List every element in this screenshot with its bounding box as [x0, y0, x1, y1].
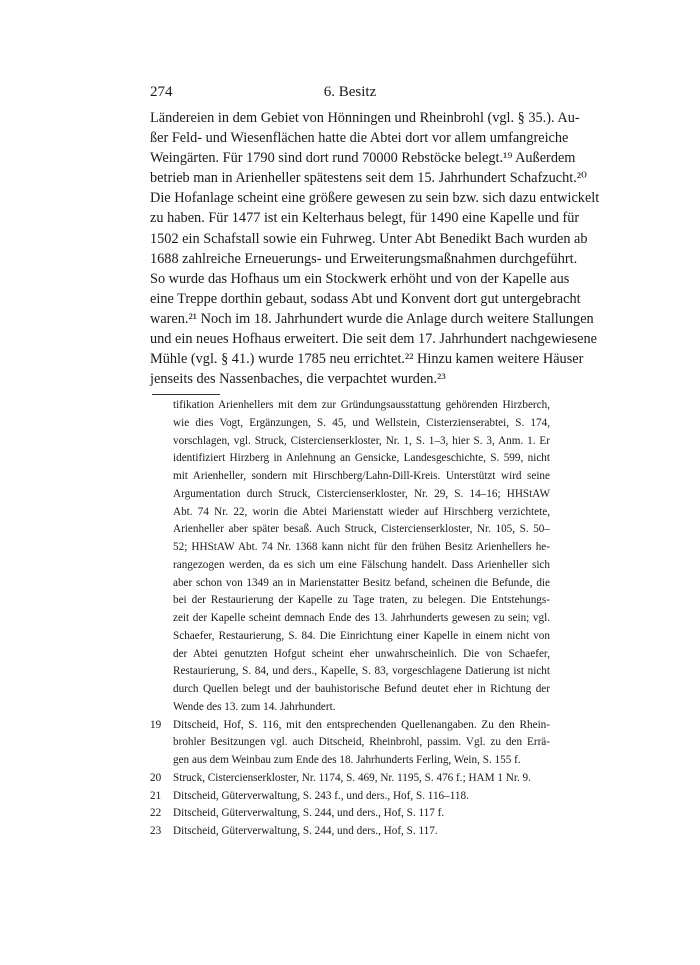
body-line: jenseits des Nassenbaches, die verpachtet wurden.²³ — [150, 371, 446, 388]
footnote-number: 20 — [150, 771, 162, 784]
footnote-number: 23 — [150, 825, 162, 837]
page-number: 274 — [150, 84, 173, 100]
body-text — [150, 108, 600, 389]
footnote-23 — [150, 823, 550, 841]
footnote-line: Wende des 13. zum 14. Jahrhundert. — [173, 700, 336, 713]
body-line: 1502 ein Schafstall sowie ein Fuhrweg. Unter Abt Benedikt Bach wurden ab — [150, 230, 588, 247]
footnote-line: bei der Restaurierung der Kapelle zu Tage traten, zu belegen. Die Entstehungs- — [173, 594, 550, 607]
footnote-line: mit Arienheller, sondern mit Hirschberg/Lahn-Dill-Kreis. Unterstützt wird seine — [173, 470, 550, 482]
footnote-number: 19 — [150, 718, 162, 731]
footnote-rule — [152, 394, 220, 395]
footnote-19 — [150, 717, 550, 770]
footnote-line: vorschlagen, vgl. Struck, Cistercienserkloster, Nr. 1, S. 1–3, hier S. 3, Anm. 1. Er — [173, 434, 550, 447]
footnotes — [150, 397, 550, 841]
body-line: betrieb man in Arienheller spätestens seit dem 15. Jahrhundert Schafzucht.²⁰ — [150, 170, 587, 187]
footnote-number: 22 — [150, 807, 162, 820]
footnote-line: rangezogen werden, da es sich um eine Fälschung handelt. Dass Arienheller sich — [173, 558, 550, 571]
body-line: Ländereien in dem Gebiet von Hönningen und Rheinbrohl (vgl. § 35.). Au- — [150, 110, 580, 126]
footnote-first-line — [150, 770, 550, 788]
footnote-text: Ditscheid, Hof, S. 116, mit den entsprechenden Quellenangaben. Zu den Rhein- — [173, 718, 550, 731]
footnote-line: identifiziert Hirzberg in Anlehnung an Gensicke, Landesgeschichte, S. 599, nicht — [173, 452, 550, 465]
footnote-line: wie dies Vogt, Ergänzungen, S. 45, und Wellstein, Cisterzienserabtei, S. 174, — [173, 416, 550, 429]
body-line: eine Treppe dorthin gebaut, sodass Abt und Konvent dort gut untergebracht — [150, 290, 581, 307]
footnote-18-continuation — [150, 397, 550, 717]
footnote-line: brohler Besitzungen vgl. auch Ditscheid, Rheinbrohl, passim. Vgl. zu den Errä- — [173, 736, 550, 749]
footnote-text: Struck, Cistercienserkloster, Nr. 1174, S. 469, Nr. 1195, S. 476 f.; HAM 1 Nr. 9. — [173, 771, 531, 784]
footnote-first-line — [150, 823, 550, 841]
footnote-22 — [150, 805, 550, 823]
footnote-text: Ditscheid, Güterverwaltung, S. 244, und ders., Hof, S. 117. — [173, 825, 438, 837]
footnote-first-line — [150, 717, 550, 735]
footnote-line: Restaurierung, S. 84, und ders., Kapelle, S. 83, vorgeschlagene Datierung ist nicht — [173, 665, 550, 678]
footnote-list — [150, 717, 550, 841]
footnote-line: der Abtei genutzten Hofgut scheint eher unwahrscheinlich. Die von Schaefer, — [173, 647, 550, 660]
footnote-line: Schaefer, Restaurierung, S. 84. Die Einrichtung einer Kapelle in einem nicht von — [173, 629, 550, 642]
footnote-20 — [150, 770, 550, 788]
footnote-line: Arienheller aber später besaß. Auch Struck, Cistercienserkloster, Nr. 105, S. 50– — [173, 523, 550, 536]
running-header: 6. Besitz — [323, 84, 377, 100]
body-line: waren.²¹ Noch im 18. Jahrhundert wurde die Anlage durch weitere Stallungen — [150, 310, 594, 327]
footnote-text: Ditscheid, Güterverwaltung, S. 243 f., und ders., Hof, S. 116–118. — [173, 789, 469, 802]
footnote-text: Ditscheid, Güterverwaltung, S. 244, und ders., Hof, S. 117 f. — [173, 807, 445, 820]
footnote-number: 21 — [150, 789, 162, 802]
footnote-line: gen aus dem Weinbau zum Ende des 18. Jahrhunderts Ferling, Wein, S. 155 f. — [173, 754, 521, 766]
body-line: So wurde das Hofhaus um ein Stockwerk erhöht und von der Kapelle aus — [150, 270, 570, 287]
footnote-line: tifikation Arienhellers mit dem zur Gründungsausstattung gehörenden Hirzberch, — [173, 399, 550, 411]
body-line: ßer Feld- und Wiesenflächen hatte die Abtei dort vor allem umfangreiche — [150, 130, 569, 147]
footnote-line: Argumentation durch Struck, Cistercienserkloster, Nr. 29, S. 14–16; HHStAW — [173, 487, 550, 500]
body-line: Mühle (vgl. § 41.) wurde 1785 neu errichtet.²² Hinzu kamen weitere Häuser — [150, 351, 584, 368]
footnote-21 — [150, 788, 550, 806]
body-line: Die Hofanlage scheint eine größere gewesen zu sein bzw. sich dazu entwickelt — [150, 190, 600, 207]
footnote-first-line — [150, 805, 550, 823]
body-line: zu haben. Für 1477 ist ein Kelterhaus belegt, für 1490 eine Kapelle und für — [150, 210, 580, 227]
footnote-line: zeit der Kapelle scheint demnach Ende des 13. Jahrhunderts gewesen zu sein; vgl. — [173, 612, 550, 624]
body-line: 1688 zahlreiche Erneuerungs- und Erweiterungsmaßnahmen durchgeführt. — [150, 250, 578, 267]
body-line: und ein neues Hofhaus erweitert. Die seit dem 17. Jahrhundert nachgewiesene — [150, 331, 598, 348]
footnote-first-line — [150, 788, 550, 806]
body-line: Weingärten. Für 1790 sind dort rund 70000 Rebstöcke belegt.¹⁹ Außerdem — [150, 150, 576, 167]
footnote-line: aber schon von 1349 an in Marienstatter Besitz befand, scheinen die Befunde, die — [173, 576, 550, 589]
footnote-line: Abt. 74 Nr. 22, worin die Abtei Marienstatt wieder auf Hirschberg verzichtete, — [173, 505, 550, 518]
footnote-line: durch Quellen belegt und der bauhistorische Befund deutet eher in Richtung der — [173, 683, 550, 695]
footnote-line: 52; HHStAW Abt. 74 Nr. 1368 kann nicht für den frühen Besitz Arienhellers he- — [173, 541, 550, 553]
